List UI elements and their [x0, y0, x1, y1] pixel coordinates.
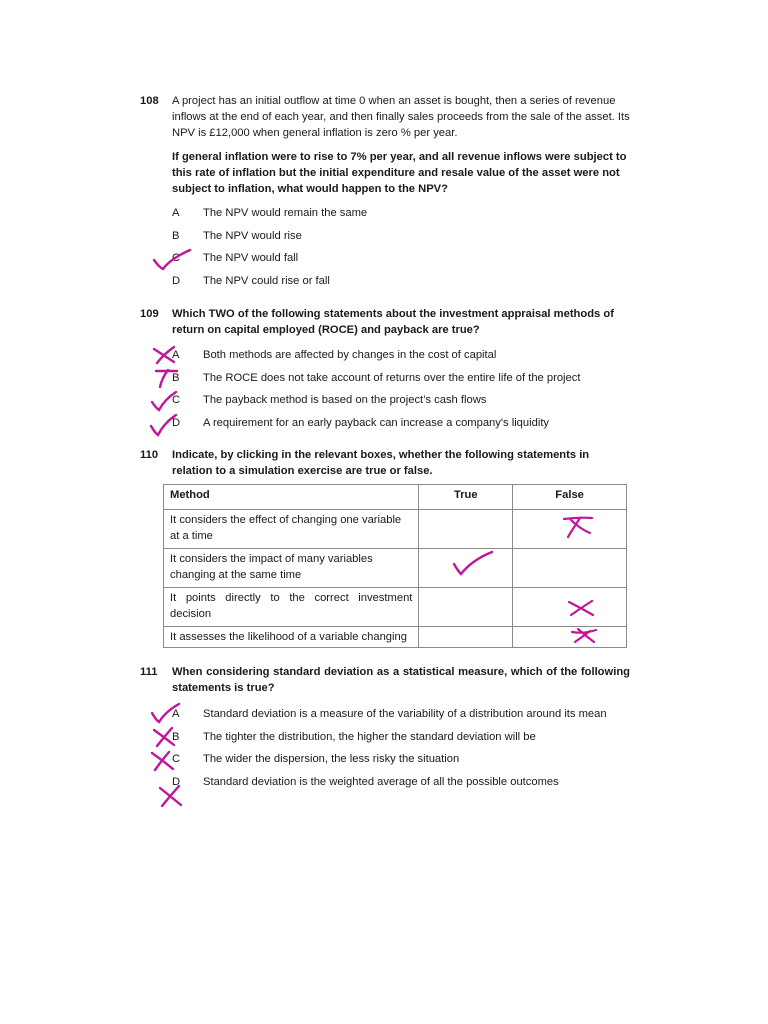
option-d[interactable]: D A requirement for an early payback can increase a company's liquidity — [172, 416, 550, 429]
table-header-false: False — [513, 485, 627, 510]
cross-mark-icon — [150, 724, 180, 750]
statement-cell: It considers the effect of changing one variable at a time — [164, 510, 419, 549]
option-b[interactable]: B The NPV would rise — [172, 229, 302, 242]
check-mark-icon — [150, 248, 194, 272]
question-108 — [140, 93, 630, 295]
check-mark-icon — [148, 701, 184, 725]
statement-cell: It assesses the likelihood of a variable changing — [164, 627, 419, 648]
table-header-true: True — [419, 485, 513, 510]
table-row — [164, 588, 627, 627]
simulation-table — [163, 484, 627, 648]
cross-mark-icon — [568, 626, 600, 646]
question-text: Indicate, by clicking in the relevant boxes, whether the following statements in relation to a simulation exercise are true or false. — [172, 449, 590, 477]
option-c[interactable]: C The wider the dispersion, the less risky the situation — [172, 753, 460, 765]
cross-mark-icon — [560, 513, 596, 541]
question-110 — [140, 447, 630, 479]
cross-mark-icon — [152, 366, 182, 390]
table-row — [164, 627, 627, 648]
statement-cell: It points directly to the correct investment decision — [164, 588, 419, 627]
check-mark-icon — [148, 389, 182, 413]
true-checkbox-cell[interactable] — [419, 588, 513, 627]
option-d[interactable]: D The NPV could rise or fall — [172, 274, 330, 287]
question-111 — [140, 664, 630, 796]
option-b[interactable]: B The ROCE does not take account of returns over the entire life of the project — [172, 371, 581, 384]
option-a[interactable]: A The NPV would remain the same — [172, 207, 368, 219]
option-c[interactable]: C The payback method is based on the project’s cash flows — [172, 394, 487, 406]
option-a[interactable]: A Standard deviation is a measure of the variability of a distribution around its mean — [172, 708, 607, 720]
cross-mark-icon — [156, 782, 186, 810]
question-number: 110 — [140, 449, 159, 461]
question-109 — [140, 306, 630, 437]
question-number: 108 — [140, 95, 159, 107]
question-text: Which TWO of the following statements about the investment appraisal methods of return on capital employed (ROCE) and payback are true? — [172, 308, 614, 336]
cross-mark-icon — [148, 748, 178, 774]
table-row — [164, 510, 627, 549]
question-text: If general inflation were to rise to 7% per year, and all revenue inflows were subject to this rate of inflation but the initial expenditure and resale value of the asset were not subject to inflation, what would happen to the NPV? — [172, 151, 627, 195]
table-header-method: Method — [164, 485, 419, 510]
statement-cell: It considers the impact of many variables changing at the same time — [164, 549, 419, 588]
false-checkbox-cell[interactable] — [513, 549, 627, 588]
option-a[interactable]: A Both methods are affected by changes in the cost of capital — [172, 349, 497, 361]
option-d[interactable]: D Standard deviation is the weighted average of all the possible outcomes — [172, 775, 559, 788]
question-number: 111 — [140, 666, 158, 678]
check-mark-icon — [450, 548, 496, 578]
question-number: 109 — [140, 308, 159, 320]
question-text: When considering standard deviation as a statistical measure, which of the following statements is true? — [172, 666, 630, 694]
cross-mark-icon — [565, 597, 597, 619]
question-stem: A project has an initial outflow at time 0 when an asset is bought, then a series of revenue inflows at the end of each year, and then finally sales proceeds from the sale of the asset. Its NPV is £12,000 when general inflation is zero % per year. — [172, 95, 630, 139]
true-checkbox-cell[interactable] — [419, 510, 513, 549]
table-row — [164, 549, 627, 588]
option-b[interactable]: B The tighter the distribution, the higher the standard deviation will be — [172, 730, 536, 743]
check-mark-icon — [147, 412, 181, 438]
cross-mark-icon — [150, 344, 180, 366]
option-c[interactable]: C The NPV would fall — [172, 252, 299, 264]
true-checkbox-cell[interactable] — [419, 627, 513, 648]
